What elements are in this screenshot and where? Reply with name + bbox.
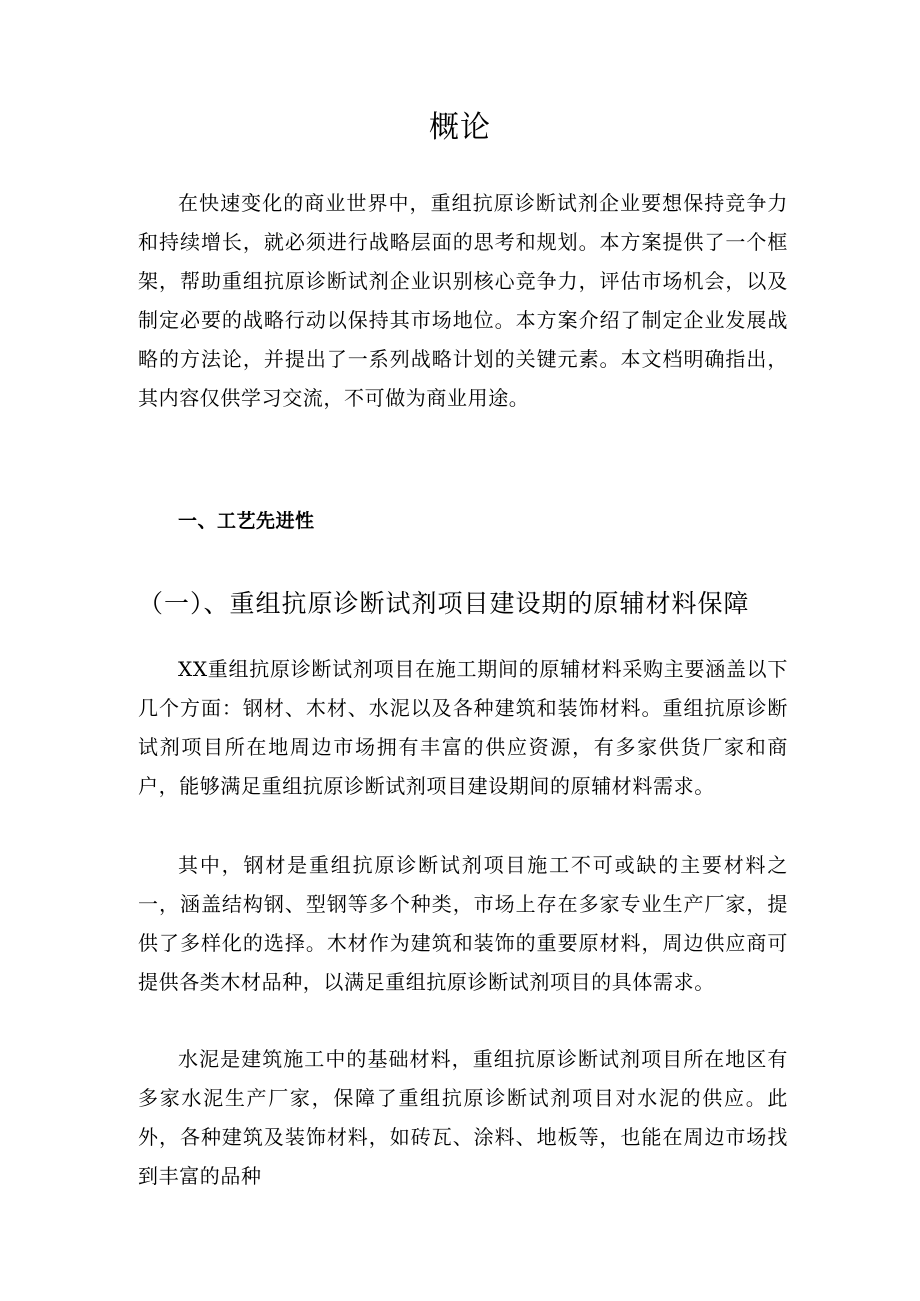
section-heading: 一、工艺先进性 — [178, 510, 315, 532]
subsection-heading: （一）、重组抗原诊断试剂项目建设期的原辅材料保障 — [138, 589, 750, 618]
page-title: 概论 — [429, 110, 491, 145]
body-paragraph-materials-overview: XX重组抗原诊断试剂项目在施工期间的原辅材料采购主要涵盖以下几个方面：钢材、木材、水泥以及各种建筑和装饰材料。重组抗原诊断试剂项目所在地周边市场拥有丰富的供应资源，有多家供货厂家和商户，能够满足重组抗原诊断试剂项目建设期间的原辅材料需求。 — [138, 657, 788, 798]
intro-paragraph: 在快速变化的商业世界中，重组抗原诊断试剂企业要想保持竞争力和持续增长，就必须进行战略层面的思考和规划。本方案提供了一个框架，帮助重组抗原诊断试剂企业识别核心竞争力，评估市场机会，以及制定必要的战略行动以保持其市场地位。本方案介绍了制定企业发展战略的方法论，并提出了一系列战略计划的关键元素。本文档明确指出，其内容仅供学习交流，不可做为商业用途。 — [138, 191, 788, 410]
body-paragraph-cement: 水泥是建筑施工中的基础材料，重组抗原诊断试剂项目所在地区有多家水泥生产厂家，保障了重组抗原诊断试剂项目对水泥的供应。此外，各种建筑及装饰材料，如砖瓦、涂料、地板等，也能在周边市场找到丰富的品种 — [138, 1047, 788, 1188]
body-paragraph-steel-wood: 其中，钢材是重组抗原诊断试剂项目施工不可或缺的主要材料之一，涵盖结构钢、型钢等多个种类，市场上存在多家专业生产厂家，提供了多样化的选择。木材作为建筑和装饰的重要原材料，周边供应商可提供各类木材品种，以满足重组抗原诊断试剂项目的具体需求。 — [138, 853, 788, 994]
